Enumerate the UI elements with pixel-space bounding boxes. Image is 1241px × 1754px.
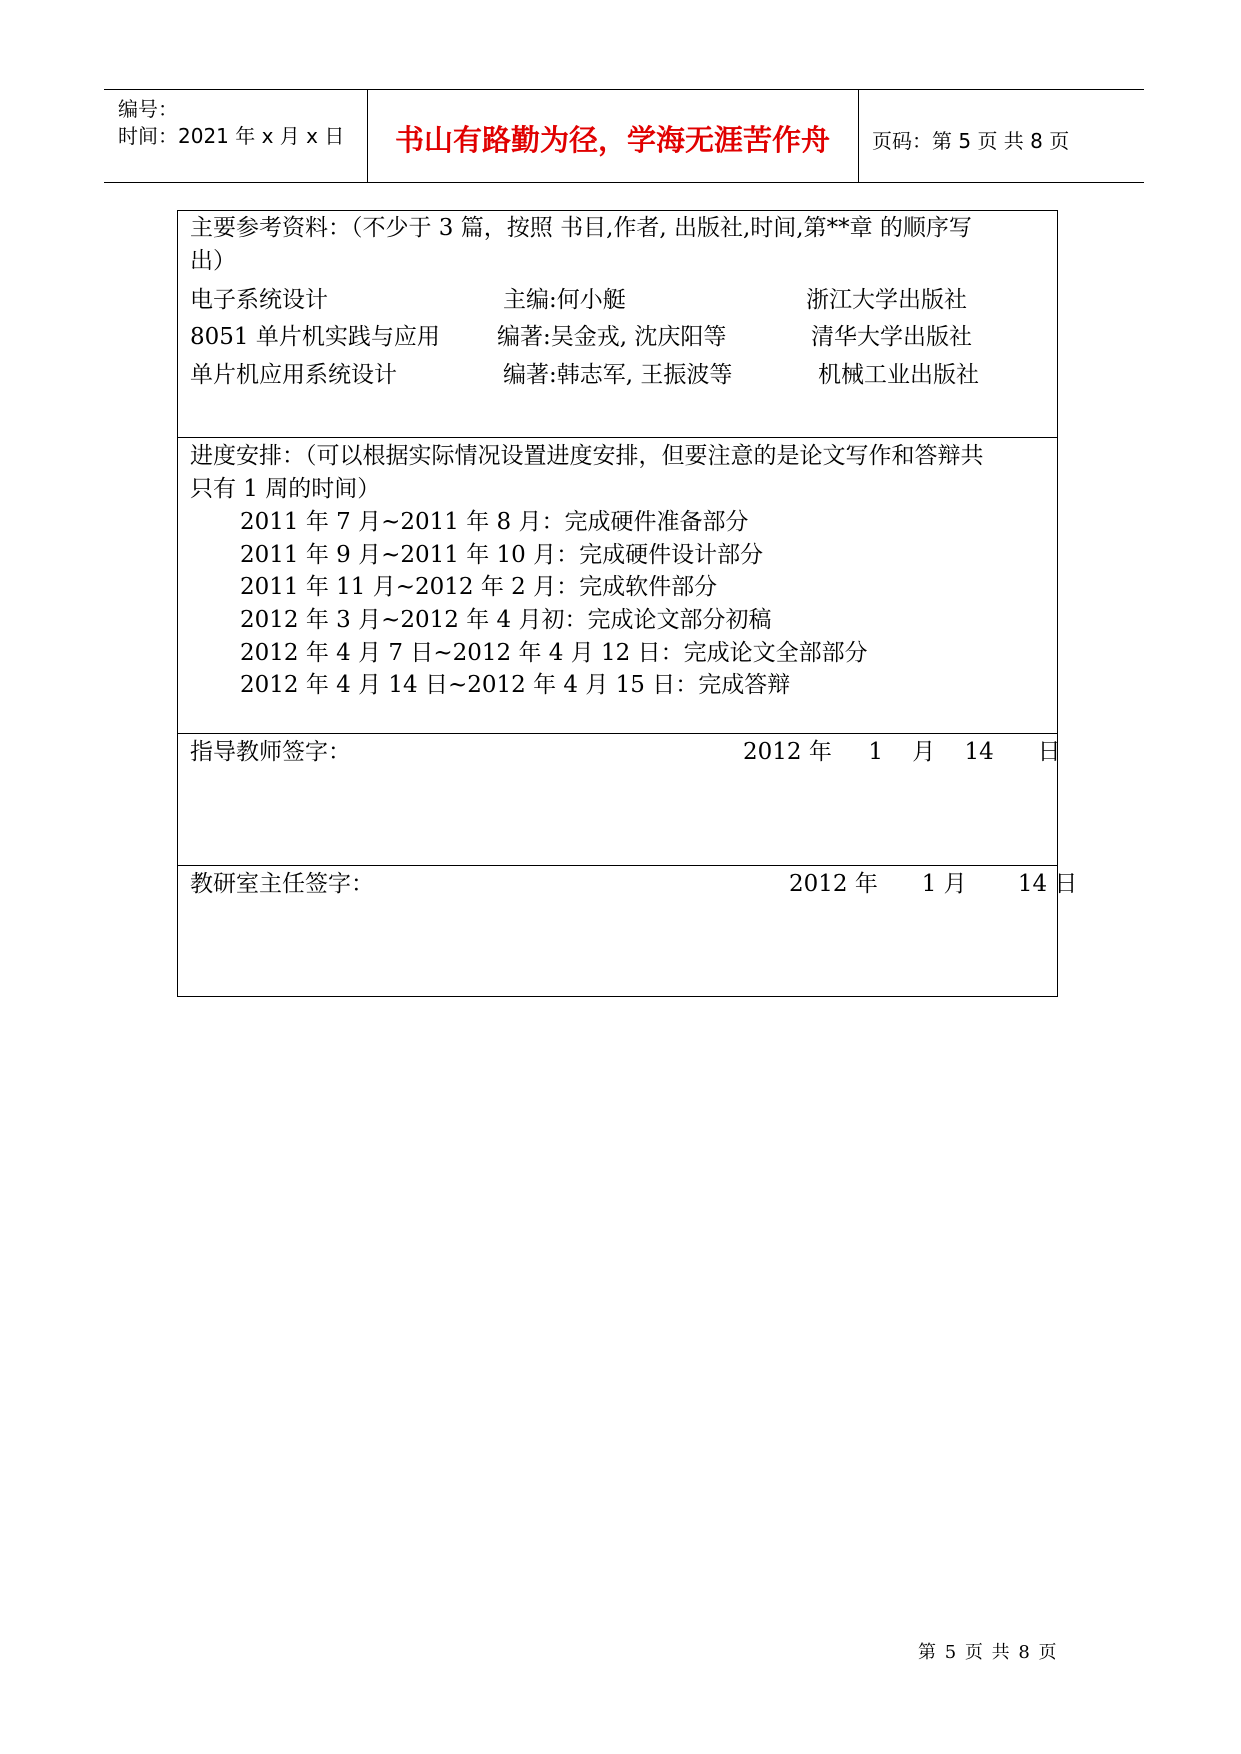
- director-signature-label: 教研室主任签字：: [190, 871, 374, 897]
- schedule-heading-line2: 只有 1 周的时间）: [190, 476, 381, 502]
- table-divider-1: [177, 437, 1058, 438]
- reference-title: 8051 单片机实践与应用: [190, 324, 440, 350]
- reference-author: 主编:何小艇: [503, 287, 626, 313]
- schedule-item: 2011 年 7 月~2011 年 8 月：完成硬件准备部分: [240, 509, 749, 535]
- schedule-item: 2012 年 4 月 14 日~2012 年 4 月 15 日：完成答辩: [240, 672, 791, 698]
- director-signature-date: 2012 年 1 月 14 日: [789, 871, 1078, 897]
- reference-title: 电子系统设计: [190, 287, 328, 313]
- schedule-item: 2011 年 11 月~2012 年 2 月：完成软件部分: [240, 574, 718, 600]
- references-heading-line2: 出）: [190, 248, 236, 274]
- header-time-label: 时间：2021 年 x 月 x 日: [118, 124, 345, 148]
- reference-author: 编著:吴金戎, 沈庆阳等: [497, 324, 727, 350]
- references-heading-line1: 主要参考资料：（不少于 3 篇，按照 书目,作者, 出版社,时间,第**章 的顺序写: [190, 215, 972, 241]
- reference-title: 单片机应用系统设计: [190, 362, 397, 388]
- header-number-label: 编号：: [118, 97, 178, 121]
- reference-publisher: 浙江大学出版社: [806, 287, 967, 313]
- schedule-heading-line1: 进度安排：（可以根据实际情况设置进度安排，但要注意的是论文写作和答辩共: [190, 443, 984, 469]
- header-page-label: 页码：第 5 页 共 8 页: [872, 129, 1070, 153]
- advisor-signature-date: 2012 年 1 月 14 日: [743, 739, 1061, 765]
- reference-publisher: 机械工业出版社: [818, 362, 979, 388]
- header-motto: 书山有路勤为径，学海无涯苦作舟: [394, 123, 830, 157]
- schedule-item: 2012 年 3 月~2012 年 4 月初：完成论文部分初稿: [240, 607, 772, 633]
- header-divider-right: [858, 89, 859, 182]
- table-divider-3: [177, 865, 1058, 866]
- schedule-item: 2012 年 4 月 7 日~2012 年 4 月 12 日：完成论文全部部分: [240, 640, 868, 666]
- advisor-signature-label: 指导教师签字：: [190, 739, 351, 765]
- reference-author: 编著:韩志军, 王振波等: [503, 362, 733, 388]
- header-bottom-rule: [104, 182, 1144, 183]
- reference-publisher: 清华大学出版社: [811, 324, 972, 350]
- header-top-rule: [104, 89, 1144, 90]
- page-footer: 第 5 页 共 8 页: [918, 1642, 1057, 1663]
- table-divider-2: [177, 733, 1058, 734]
- schedule-item: 2011 年 9 月~2011 年 10 月：完成硬件设计部分: [240, 542, 764, 568]
